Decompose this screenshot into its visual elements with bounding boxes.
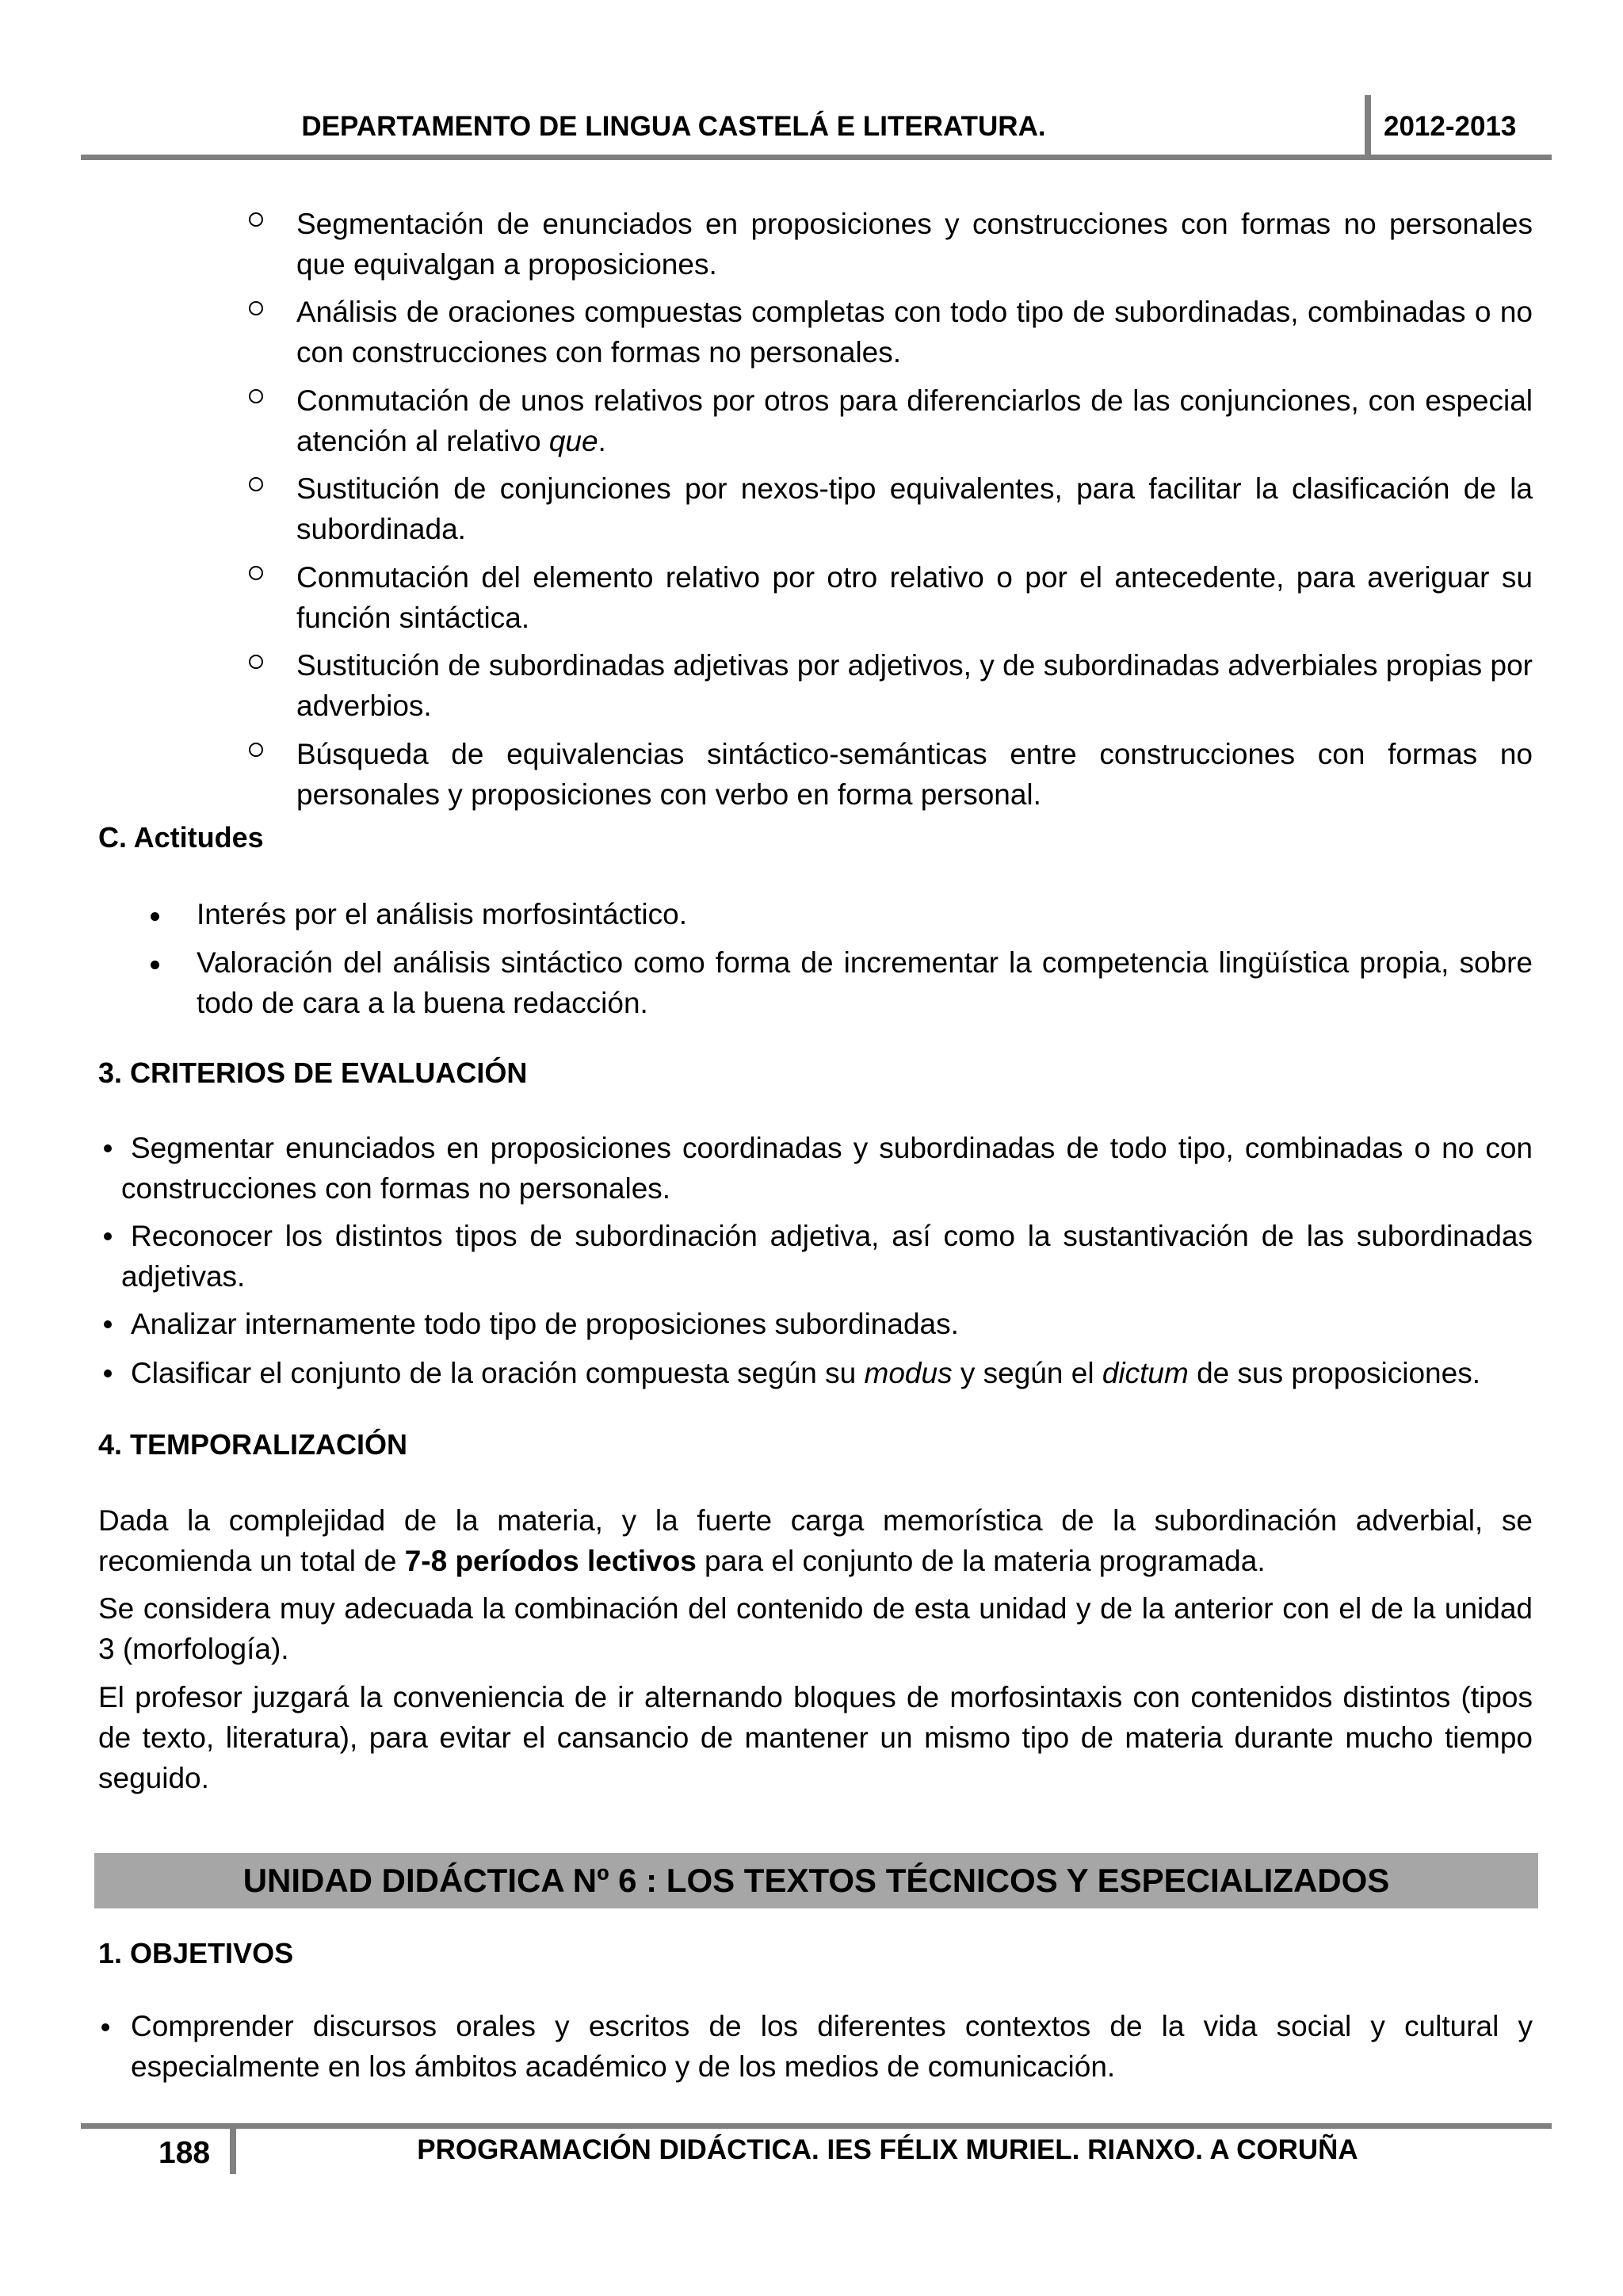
header-department: DEPARTAMENTO DE LINGUA CASTELÁ E LITERATURA. xyxy=(301,111,1046,142)
criteria-text: y según el xyxy=(952,1357,1102,1389)
timing-heading: 4. TEMPORALIZACIÓN xyxy=(98,1428,408,1461)
bullet-icon xyxy=(101,2023,109,2031)
circle-bullet-icon xyxy=(249,212,263,227)
objective-item: Comprender discursos orales y escritos de los diferentes contextos de la vida social y cultural y especialmente en los ámbitos académico y de los medios de comunicación. xyxy=(131,2010,1533,2083)
bullet-icon xyxy=(104,1370,112,1377)
circle-bullet-icon xyxy=(249,566,263,580)
procedure-item: Sustitución de conjunciones por nexos-tipo equivalentes, para facilitar la clasificación de la subordinada. xyxy=(296,472,1533,545)
unit-title: UNIDAD DIDÁCTICA Nº 6 : LOS TEXTOS TÉCNICOS Y ESPECIALIZADOS xyxy=(242,1862,1390,1899)
bullet-icon xyxy=(104,1144,112,1152)
bullet-icon xyxy=(151,961,159,969)
timing-paragraph-3: El profesor juzgará la conveniencia de ir alternando bloques de morfosintaxis con contenidos distintos (tipos de texto, literatura), para evitar el cansancio de mantener un mismo tipo de materia durante mucho tiempo seguido. xyxy=(98,1681,1533,1794)
circle-bullet-icon xyxy=(249,655,263,669)
objectives-heading: 1. OBJETIVOS xyxy=(98,1937,294,1969)
timing-bold-periods: 7-8 períodos lectivos xyxy=(404,1545,697,1577)
procedure-item: Sustitución de subordinadas adjetivas por adjetivos, y de subordinadas adverbiales propias por adverbios. xyxy=(296,649,1533,722)
timing-paragraph-2: Se considera muy adecuada la combinación del contenido de esta unidad y de la anterior con el de la unidad 3 (morfología). xyxy=(98,1592,1533,1665)
footer-title: PROGRAMACIÓN DIDÁCTICA. IES FÉLIX MURIEL. RIANXO. A CORUÑA xyxy=(417,2134,1358,2165)
footer-rule xyxy=(81,2123,1552,2129)
circle-bullet-icon xyxy=(249,477,263,491)
procedure-item: Análisis de oraciones compuestas completas con todo tipo de subordinadas, combinadas o no con construcciones con formas no personales. xyxy=(296,296,1533,369)
header-separator xyxy=(1365,95,1371,159)
header-year: 2012-2013 xyxy=(1384,111,1517,142)
bullet-icon xyxy=(104,1232,112,1240)
procedure-item: Segmentación de enunciados en proposiciones y construcciones con formas no personales que equivalgan a proposiciones. xyxy=(296,208,1533,281)
circle-bullet-icon xyxy=(249,301,263,315)
criteria-item xyxy=(131,1353,1533,1393)
procedure-item: Conmutación del elemento relativo por otro relativo o por el antecedente, para averiguar su función sintáctica. xyxy=(296,561,1533,634)
timing-text-end: para el conjunto de la materia programada. xyxy=(696,1545,1266,1577)
page-number: 188 xyxy=(158,2136,211,2170)
bullet-icon xyxy=(104,1320,112,1328)
unit-title-banner xyxy=(94,1853,1538,1908)
criteria-item: Reconocer los distintos tipos de subordinación adjetiva, así como la sustantivación de las subordinadas adjetivas. xyxy=(121,1220,1533,1293)
header-rule xyxy=(81,155,1552,160)
footer-separator xyxy=(230,2126,236,2174)
timing-paragraph-1 xyxy=(98,1500,1533,1581)
procedure-item xyxy=(296,380,1533,461)
circle-bullet-icon xyxy=(249,743,263,757)
criteria-heading: 3. CRITERIOS DE EVALUACIÓN xyxy=(98,1056,528,1089)
criteria-item: Analizar internamente todo tipo de proposiciones subordinadas. xyxy=(131,1308,959,1340)
procedure-text-end: . xyxy=(598,425,606,457)
bullet-icon xyxy=(151,912,159,921)
procedure-italic-word: que xyxy=(548,425,598,457)
criteria-italic-dictum: dictum xyxy=(1102,1357,1189,1389)
attitude-item: Valoración del análisis sintáctico como forma de incrementar la competencia lingüística propia, sobre todo de cara a la buena redacción. xyxy=(197,946,1533,1019)
criteria-item: Segmentar enunciados en proposiciones coordinadas y subordinadas de todo tipo, combinadas o no con construcciones con formas no personales. xyxy=(121,1132,1533,1205)
procedure-text: Conmutación de unos relativos por otros para diferenciarlos de las conjunciones, con especial atención al relativo xyxy=(296,384,1533,457)
circle-bullet-icon xyxy=(249,389,263,403)
timing-text: Dada la complejidad de la materia, y la fuerte carga memorística de la subordinación adverbial, se recomienda un total de xyxy=(98,1504,1533,1577)
criteria-italic-modus: modus xyxy=(864,1357,953,1389)
criteria-text: Clasificar el conjunto de la oración compuesta según su xyxy=(131,1357,865,1389)
attitude-item: Interés por el análisis morfosintáctico. xyxy=(197,898,687,930)
attitudes-heading: C. Actitudes xyxy=(98,821,264,854)
criteria-text: de sus proposiciones. xyxy=(1188,1357,1480,1389)
procedure-item: Búsqueda de equivalencias sintáctico-semánticas entre construcciones con formas no personales y proposiciones con verbo en forma personal. xyxy=(296,738,1533,811)
